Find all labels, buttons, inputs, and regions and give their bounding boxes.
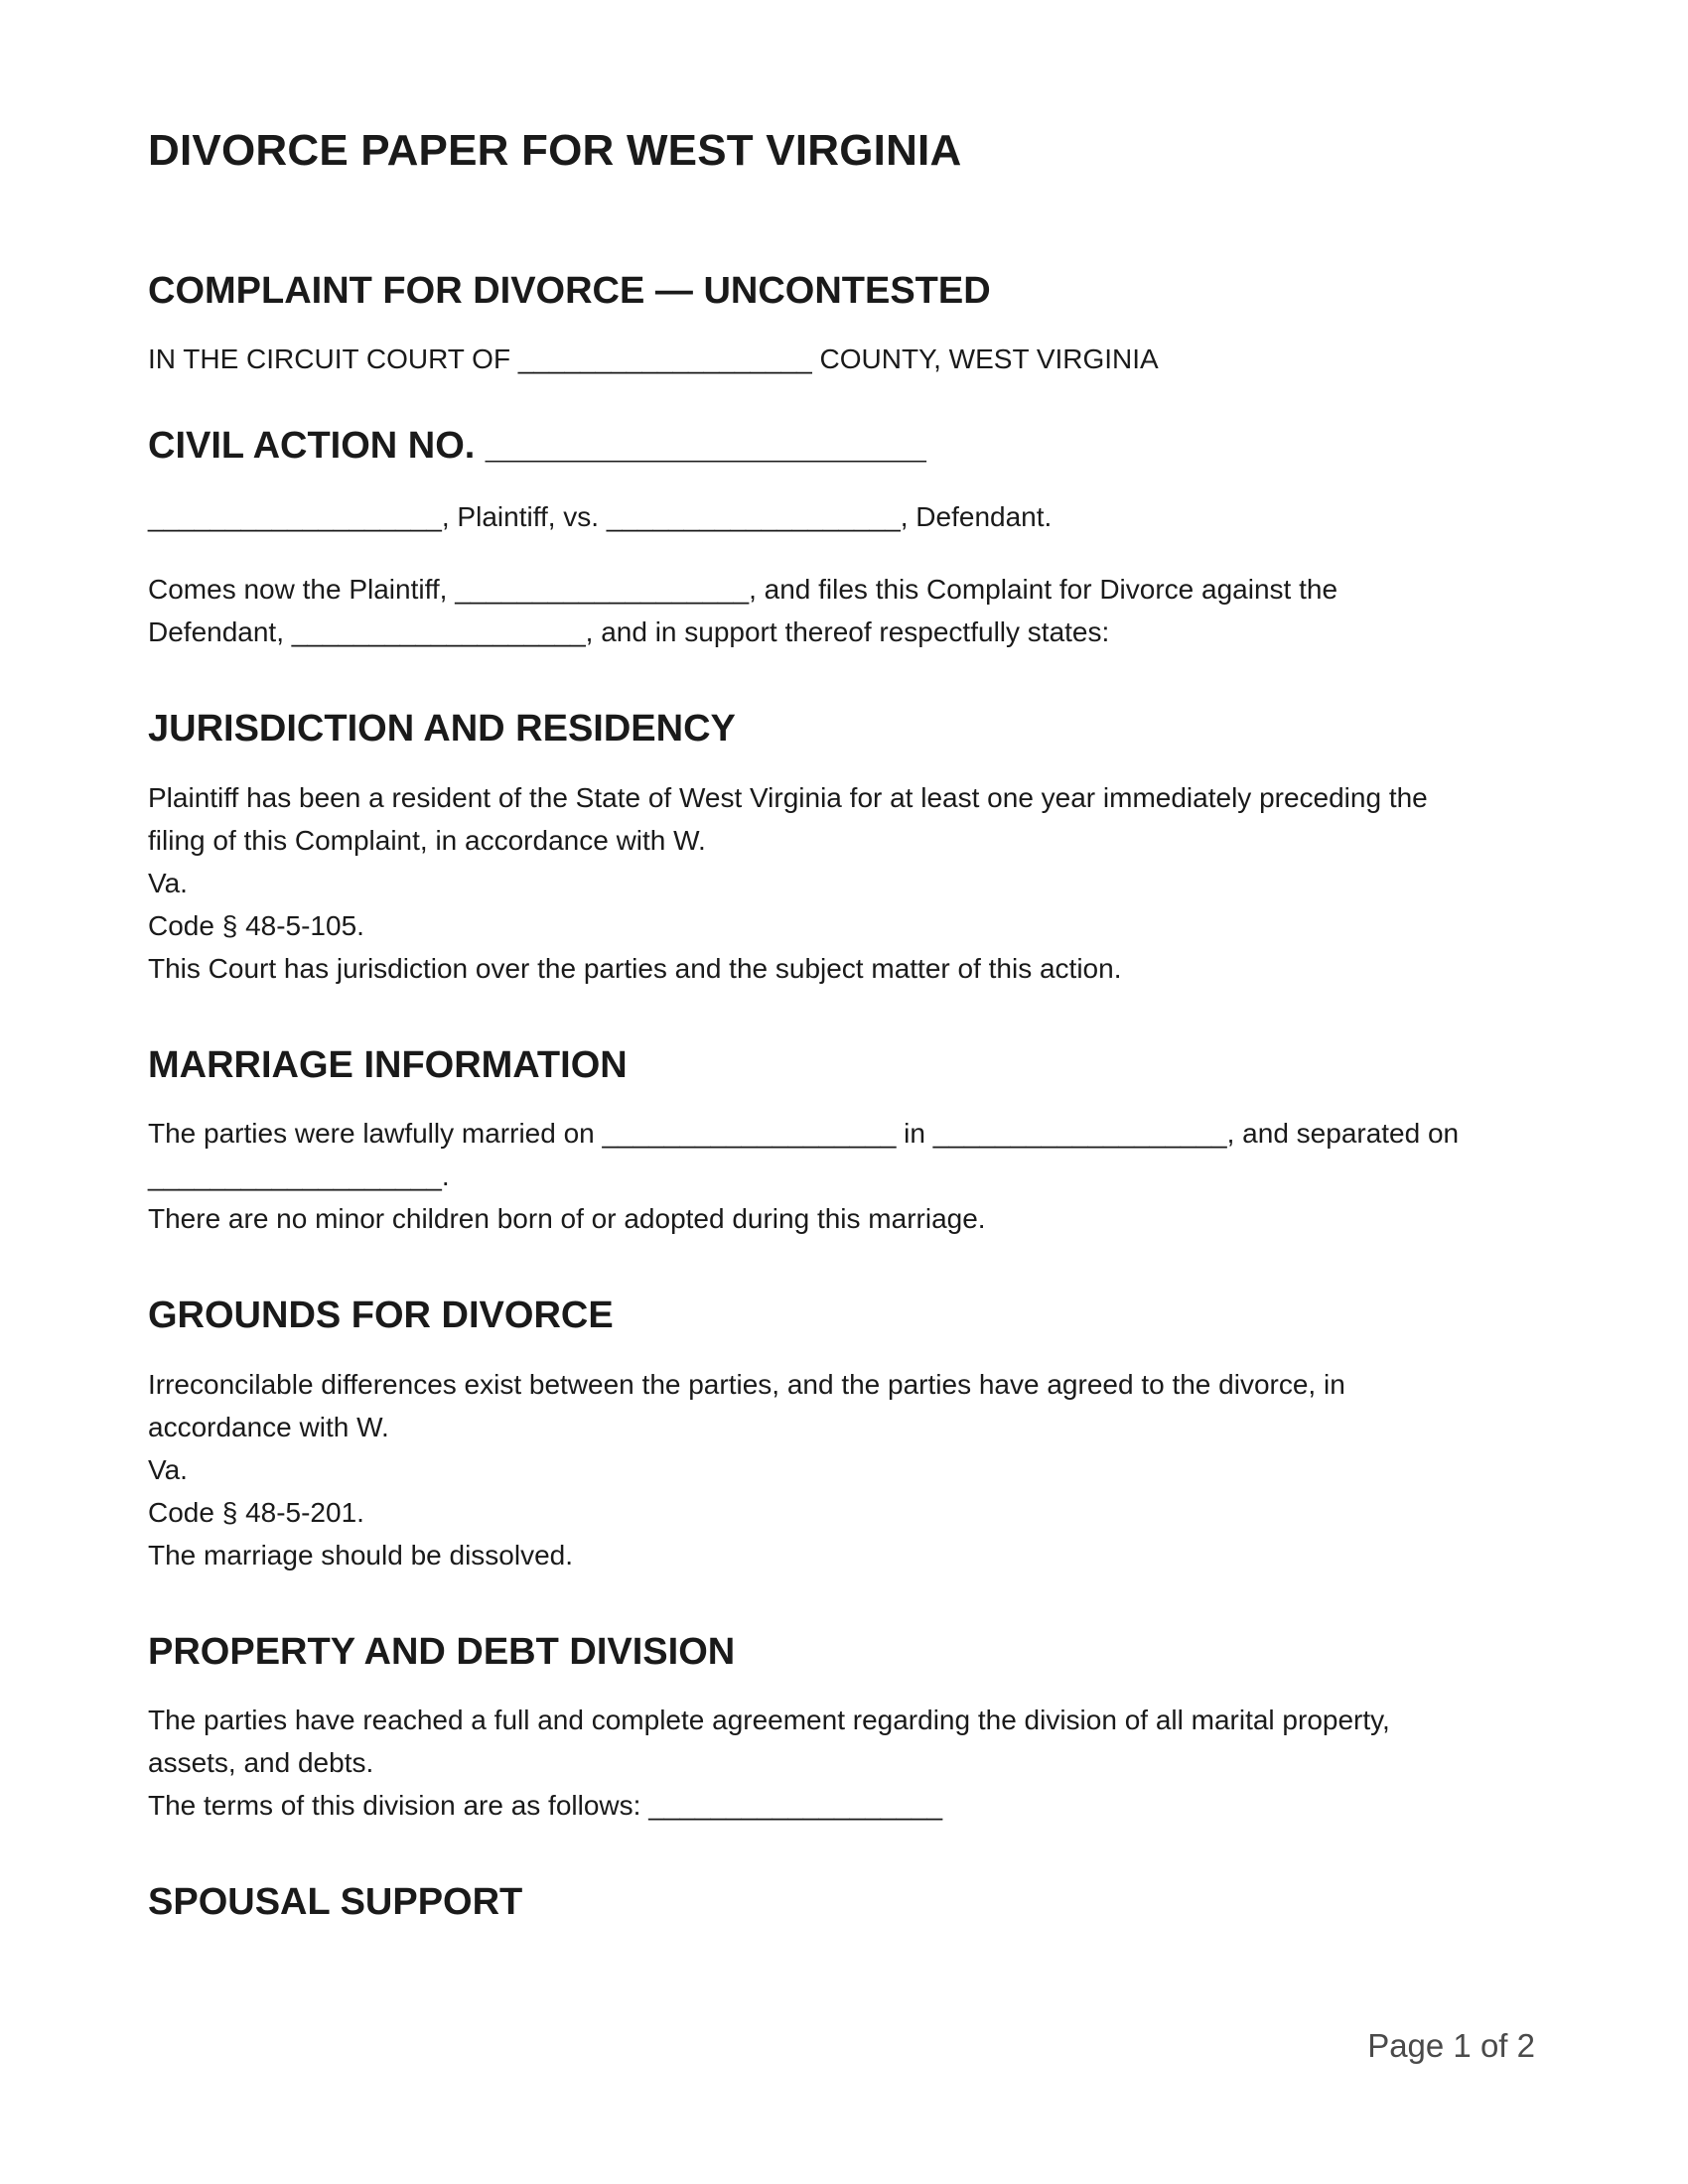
paragraph-line: assets, and debts. [148,1747,374,1779]
paragraph-line: Irreconcilable differences exist between the parties, and the parties have agreed to the divorce, in [148,1368,1345,1400]
section-heading: SPOUSAL SUPPORT [148,1881,523,1924]
section-heading: PROPERTY AND DEBT DIVISION [148,1630,736,1673]
paragraph-line: The parties were lawfully married on ___________________ in ___________________, and separated on [148,1118,1460,1150]
paragraph-line: This Court has jurisdiction over the parties and the subject matter of this action. [148,952,1122,984]
section-grounds [148,1294,1543,1576]
intro-line: Defendant, ___________________, and in support thereof respectfully states: [148,615,1110,647]
civil-action-number: CIVIL ACTION NO. _____________________ [148,425,926,468]
paragraph-line: There are no minor children born of or adopted during this marriage. [148,1203,986,1235]
paragraph-line: accordance with W. [148,1411,389,1442]
paragraph-line: filing of this Complaint, in accordance with W. [148,824,706,856]
paragraph-line: The terms of this division are as follows: ___________________ [148,1790,943,1822]
paragraph-line: The parties have reached a full and complete agreement regarding the division of all marital property, [148,1705,1390,1736]
section-property-debt [148,1630,1543,1828]
section-paragraph [148,1112,1543,1240]
section-heading: MARRIAGE INFORMATION [148,1043,628,1086]
section-heading: GROUNDS FOR DIVORCE [148,1295,614,1337]
document-title: DIVORCE PAPER FOR WEST VIRGINIA [148,126,962,175]
paragraph-line: Code § 48-5-105. [148,909,364,941]
intro-paragraph [148,568,1543,653]
section-heading: JURISDICTION AND RESIDENCY [148,707,736,750]
paragraph-line: Code § 48-5-201. [148,1496,364,1528]
section-spousal-support [148,1880,1543,1926]
document-body [148,125,1543,1950]
section-jurisdiction [148,707,1543,990]
court-line: IN THE CIRCUIT COURT OF ___________________ COUNTY, WEST VIRGINIA [148,343,1159,375]
complaint-heading: COMPLAINT FOR DIVORCE — UNCONTESTED [148,269,991,312]
intro-line: Comes now the Plaintiff, ___________________, and files this Complaint for Divorce against the [148,573,1338,605]
parties-line: ___________________, Plaintiff, vs. ___________________, Defendant. [148,500,1053,532]
paragraph-line: Va. [148,867,188,898]
section-paragraph [148,1699,1543,1827]
paragraph-line: ___________________. [148,1160,450,1192]
paragraph-line: Plaintiff has been a resident of the State of West Virginia for at least one year immediately preceding the [148,781,1428,813]
section-paragraph [148,1363,1543,1576]
paragraph-line: Va. [148,1453,188,1485]
section-paragraph [148,776,1543,990]
page-number: Page 1 of 2 [1367,2027,1535,2064]
section-marriage-information [148,1043,1543,1241]
paragraph-line: The marriage should be dissolved. [148,1539,574,1570]
